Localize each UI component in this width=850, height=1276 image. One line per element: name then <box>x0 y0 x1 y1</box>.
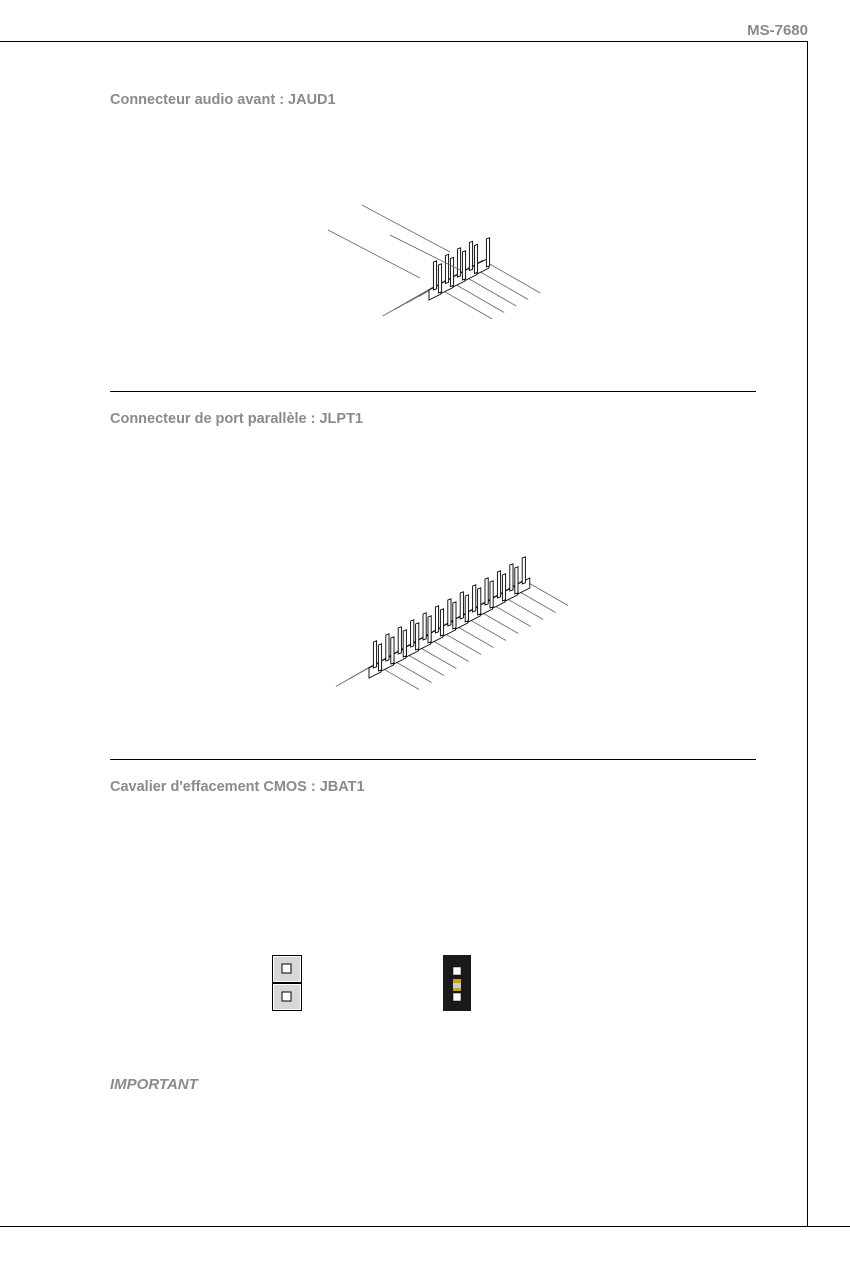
side-rule <box>807 41 808 1226</box>
header-pin <box>490 581 493 608</box>
header-pin <box>460 592 463 619</box>
header-pin <box>502 574 505 601</box>
pin-header <box>383 238 540 319</box>
pin-leader-line <box>529 583 568 606</box>
section-divider-1 <box>110 391 756 392</box>
header-pin <box>398 627 401 654</box>
pin-header <box>336 557 568 690</box>
pin-leader-line <box>479 611 518 634</box>
section-title-jbat1: Cavalier d'effacement CMOS : JBAT1 <box>110 779 365 795</box>
header-pin <box>391 637 394 664</box>
header-pin <box>486 238 489 267</box>
pin-leader-line <box>405 653 444 676</box>
header-pin <box>411 620 414 647</box>
header-pin <box>453 602 456 629</box>
important-heading: IMPORTANT <box>110 1076 198 1093</box>
header-pin <box>440 609 443 636</box>
pin-leader-line <box>362 205 450 252</box>
pin-leader-line <box>516 590 555 613</box>
header-pin <box>474 244 477 273</box>
pin-leader-line <box>392 660 431 683</box>
header-pin <box>433 261 436 290</box>
header-pin <box>435 606 438 633</box>
pin-leader-line <box>430 639 469 662</box>
pin-leader-line <box>328 230 420 278</box>
header-pin <box>386 634 389 661</box>
header-pin <box>450 257 453 286</box>
section-title-jaud1: Connecteur audio avant : JAUD1 <box>110 92 336 108</box>
pin-leader-line <box>504 597 543 620</box>
pin-leader-line <box>467 618 506 641</box>
header-pin <box>485 578 488 605</box>
pin-leader-line <box>488 263 540 293</box>
header-pin <box>465 595 468 622</box>
header-pin <box>378 644 381 671</box>
section-title-jlpt1: Connecteur de port parallèle : JLPT1 <box>110 411 363 427</box>
pin-leader-line <box>442 632 481 655</box>
pin-leader-line <box>390 235 460 270</box>
pin-leader-line <box>492 604 531 627</box>
header-pin <box>445 254 448 283</box>
pin-leader-line <box>380 667 419 690</box>
pin-leader-line <box>452 283 504 313</box>
header-pin <box>416 623 419 650</box>
header-pin <box>428 616 431 643</box>
pin-leader-line <box>476 270 528 300</box>
header-pin <box>510 564 513 591</box>
jaud1-connector-diagram <box>300 190 550 320</box>
header-pin <box>448 599 451 626</box>
pin-leader-line <box>454 625 493 648</box>
pin-leader-line <box>464 276 516 306</box>
jumper-closed-diagram <box>443 955 471 1011</box>
section-divider-2 <box>110 759 756 760</box>
header-pin <box>497 571 500 598</box>
jlpt1-connector-diagram <box>330 540 580 690</box>
header-pin <box>373 641 376 668</box>
header-pin <box>473 585 476 612</box>
model-number: MS-7680 <box>747 22 808 39</box>
header-pin <box>515 567 518 594</box>
header-pin <box>423 613 426 640</box>
pin-leader-line <box>417 646 456 669</box>
header-rule <box>0 41 808 42</box>
header-pin <box>469 241 472 270</box>
jumper-open-diagram <box>272 955 302 1011</box>
header-pin <box>403 630 406 657</box>
header-pin <box>438 264 441 293</box>
header-pin <box>457 248 460 277</box>
pin-leader-line <box>440 289 492 319</box>
header-pin <box>462 251 465 280</box>
header-pin <box>522 557 525 584</box>
header-pin <box>478 588 481 615</box>
footer-rule <box>0 1226 850 1227</box>
